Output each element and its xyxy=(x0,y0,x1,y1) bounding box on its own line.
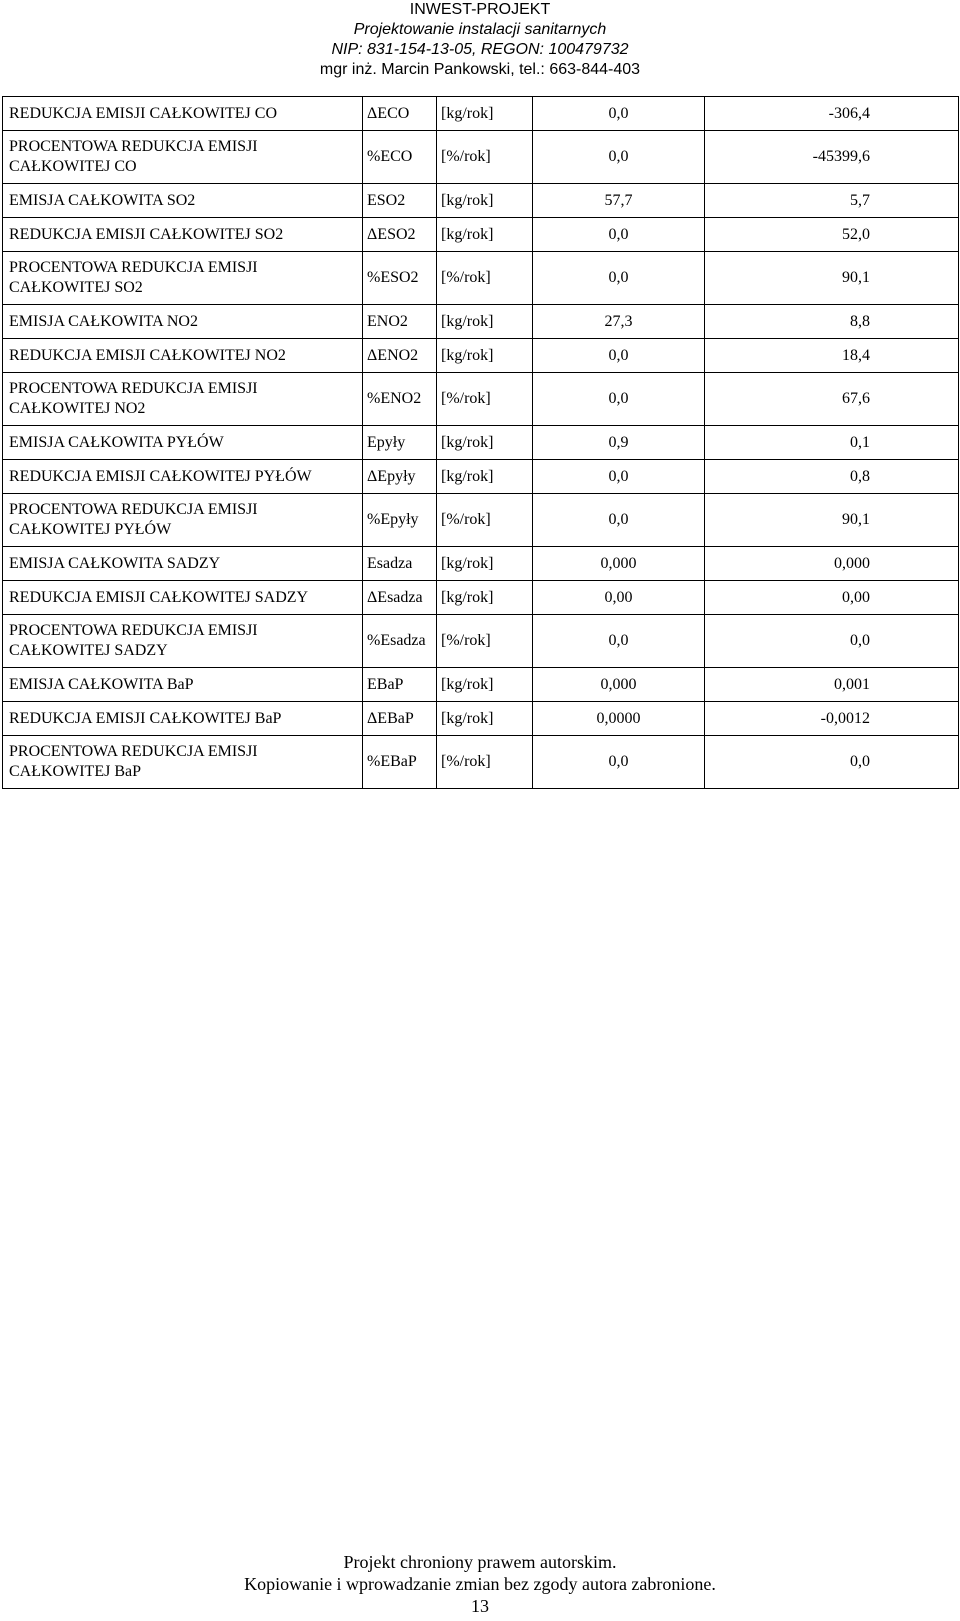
table-row xyxy=(3,426,959,460)
row-label: PROCENTOWA REDUKCJA EMISJI CAŁKOWITEJ BaP xyxy=(3,736,363,789)
row-value-2: 0,00 xyxy=(705,581,959,615)
row-label: REDUKCJA EMISJI CAŁKOWITEJ NO2 xyxy=(3,339,363,373)
row-symbol: %EBaP xyxy=(363,736,437,789)
table-row xyxy=(3,252,959,305)
row-label: EMISJA CAŁKOWITA PYŁÓW xyxy=(3,426,363,460)
row-unit: [kg/rok] xyxy=(437,547,533,581)
row-label: PROCENTOWA REDUKCJA EMISJI CAŁKOWITEJ CO xyxy=(3,131,363,184)
row-value-1: 0,0 xyxy=(533,252,705,305)
row-value-2: 18,4 xyxy=(705,339,959,373)
row-unit: [kg/rok] xyxy=(437,339,533,373)
row-value-2: 0,000 xyxy=(705,547,959,581)
row-unit: [%/rok] xyxy=(437,131,533,184)
table-row xyxy=(3,702,959,736)
row-value-2: 90,1 xyxy=(705,252,959,305)
row-label: EMISJA CAŁKOWITA SADZY xyxy=(3,547,363,581)
row-unit: [%/rok] xyxy=(437,615,533,668)
company-ids: NIP: 831-154-13-05, REGON: 100479732 xyxy=(331,41,629,58)
row-value-2: 0,0 xyxy=(705,736,959,789)
row-value-2: -306,4 xyxy=(705,97,959,131)
row-value-1: 0,0 xyxy=(533,218,705,252)
row-value-1: 0,0 xyxy=(533,460,705,494)
row-unit: [kg/rok] xyxy=(437,581,533,615)
table-row xyxy=(3,547,959,581)
row-unit: [kg/rok] xyxy=(437,668,533,702)
row-value-2: -0,0012 xyxy=(705,702,959,736)
row-value-1: 0,000 xyxy=(533,547,705,581)
page-header xyxy=(0,0,960,80)
row-symbol: ESO2 xyxy=(363,184,437,218)
row-value-2: -45399,6 xyxy=(705,131,959,184)
row-value-1: 0,0 xyxy=(533,494,705,547)
table-row xyxy=(3,494,959,547)
row-value-1: 0,0 xyxy=(533,97,705,131)
row-value-1: 27,3 xyxy=(533,305,705,339)
row-symbol: %ENO2 xyxy=(363,373,437,426)
row-label: PROCENTOWA REDUKCJA EMISJI CAŁKOWITEJ SO2 xyxy=(3,252,363,305)
row-value-1: 0,0 xyxy=(533,131,705,184)
row-value-1: 0,0 xyxy=(533,373,705,426)
row-value-1: 0,0 xyxy=(533,339,705,373)
row-label: EMISJA CAŁKOWITA BaP xyxy=(3,668,363,702)
row-unit: [kg/rok] xyxy=(437,702,533,736)
row-symbol: ΔEBaP xyxy=(363,702,437,736)
table-row xyxy=(3,460,959,494)
row-value-1: 0,00 xyxy=(533,581,705,615)
table-row xyxy=(3,373,959,426)
table-row xyxy=(3,736,959,789)
copyright-notice: Kopiowanie i wprowadzanie zmian bez zgody autora zabronione. xyxy=(244,1574,716,1594)
row-unit: [kg/rok] xyxy=(437,305,533,339)
table-row xyxy=(3,339,959,373)
company-contact: mgr inż. Marcin Pankowski, tel.: 663-844-403 xyxy=(319,61,641,78)
company-subtitle: Projektowanie instalacji sanitarnych xyxy=(353,21,607,38)
row-label: REDUKCJA EMISJI CAŁKOWITEJ PYŁÓW xyxy=(3,460,363,494)
row-value-2: 0,0 xyxy=(705,615,959,668)
company-name: INWEST-PROJEKT xyxy=(409,1,551,18)
table-row xyxy=(3,581,959,615)
row-value-1: 0,0 xyxy=(533,615,705,668)
row-label: PROCENTOWA REDUKCJA EMISJI CAŁKOWITEJ NO2 xyxy=(3,373,363,426)
row-label: PROCENTOWA REDUKCJA EMISJI CAŁKOWITEJ SADZY xyxy=(3,615,363,668)
row-value-1: 0,9 xyxy=(533,426,705,460)
row-unit: [%/rok] xyxy=(437,494,533,547)
table-row xyxy=(3,184,959,218)
row-unit: [kg/rok] xyxy=(437,426,533,460)
row-value-1: 0,000 xyxy=(533,668,705,702)
table-row xyxy=(3,131,959,184)
row-symbol: %Esadza xyxy=(363,615,437,668)
row-symbol: %ECO xyxy=(363,131,437,184)
row-unit: [%/rok] xyxy=(437,252,533,305)
row-value-2: 90,1 xyxy=(705,494,959,547)
row-label: EMISJA CAŁKOWITA NO2 xyxy=(3,305,363,339)
row-label: REDUKCJA EMISJI CAŁKOWITEJ CO xyxy=(3,97,363,131)
row-value-2: 0,1 xyxy=(705,426,959,460)
row-value-2: 67,6 xyxy=(705,373,959,426)
page-footer xyxy=(0,1551,960,1617)
page-number: 13 xyxy=(471,1596,489,1616)
row-unit: [kg/rok] xyxy=(437,184,533,218)
row-symbol: ENO2 xyxy=(363,305,437,339)
row-value-2: 8,8 xyxy=(705,305,959,339)
row-symbol: ΔESO2 xyxy=(363,218,437,252)
row-label: REDUKCJA EMISJI CAŁKOWITEJ SADZY xyxy=(3,581,363,615)
row-symbol: Epyły xyxy=(363,426,437,460)
row-value-1: 0,0000 xyxy=(533,702,705,736)
emission-table xyxy=(2,96,959,789)
row-symbol: ΔENO2 xyxy=(363,339,437,373)
row-symbol: ΔEpyły xyxy=(363,460,437,494)
row-unit: [kg/rok] xyxy=(437,97,533,131)
row-symbol: EBaP xyxy=(363,668,437,702)
table-row xyxy=(3,218,959,252)
row-label: REDUKCJA EMISJI CAŁKOWITEJ BaP xyxy=(3,702,363,736)
table-row xyxy=(3,615,959,668)
row-unit: [kg/rok] xyxy=(437,218,533,252)
row-label: REDUKCJA EMISJI CAŁKOWITEJ SO2 xyxy=(3,218,363,252)
row-label: EMISJA CAŁKOWITA SO2 xyxy=(3,184,363,218)
row-value-2: 5,7 xyxy=(705,184,959,218)
table-row xyxy=(3,668,959,702)
row-unit: [kg/rok] xyxy=(437,460,533,494)
copyright-line: Projekt chroniony prawem autorskim. xyxy=(343,1552,617,1572)
table-row xyxy=(3,305,959,339)
row-symbol: %ESO2 xyxy=(363,252,437,305)
row-value-1: 57,7 xyxy=(533,184,705,218)
row-symbol: %Epyły xyxy=(363,494,437,547)
row-unit: [%/rok] xyxy=(437,736,533,789)
row-value-2: 0,001 xyxy=(705,668,959,702)
row-value-2: 0,8 xyxy=(705,460,959,494)
row-symbol: ΔEsadza xyxy=(363,581,437,615)
row-value-2: 52,0 xyxy=(705,218,959,252)
row-label: PROCENTOWA REDUKCJA EMISJI CAŁKOWITEJ PYŁÓW xyxy=(3,494,363,547)
table-row xyxy=(3,97,959,131)
row-unit: [%/rok] xyxy=(437,373,533,426)
row-value-1: 0,0 xyxy=(533,736,705,789)
row-symbol: Esadza xyxy=(363,547,437,581)
row-symbol: ΔECO xyxy=(363,97,437,131)
